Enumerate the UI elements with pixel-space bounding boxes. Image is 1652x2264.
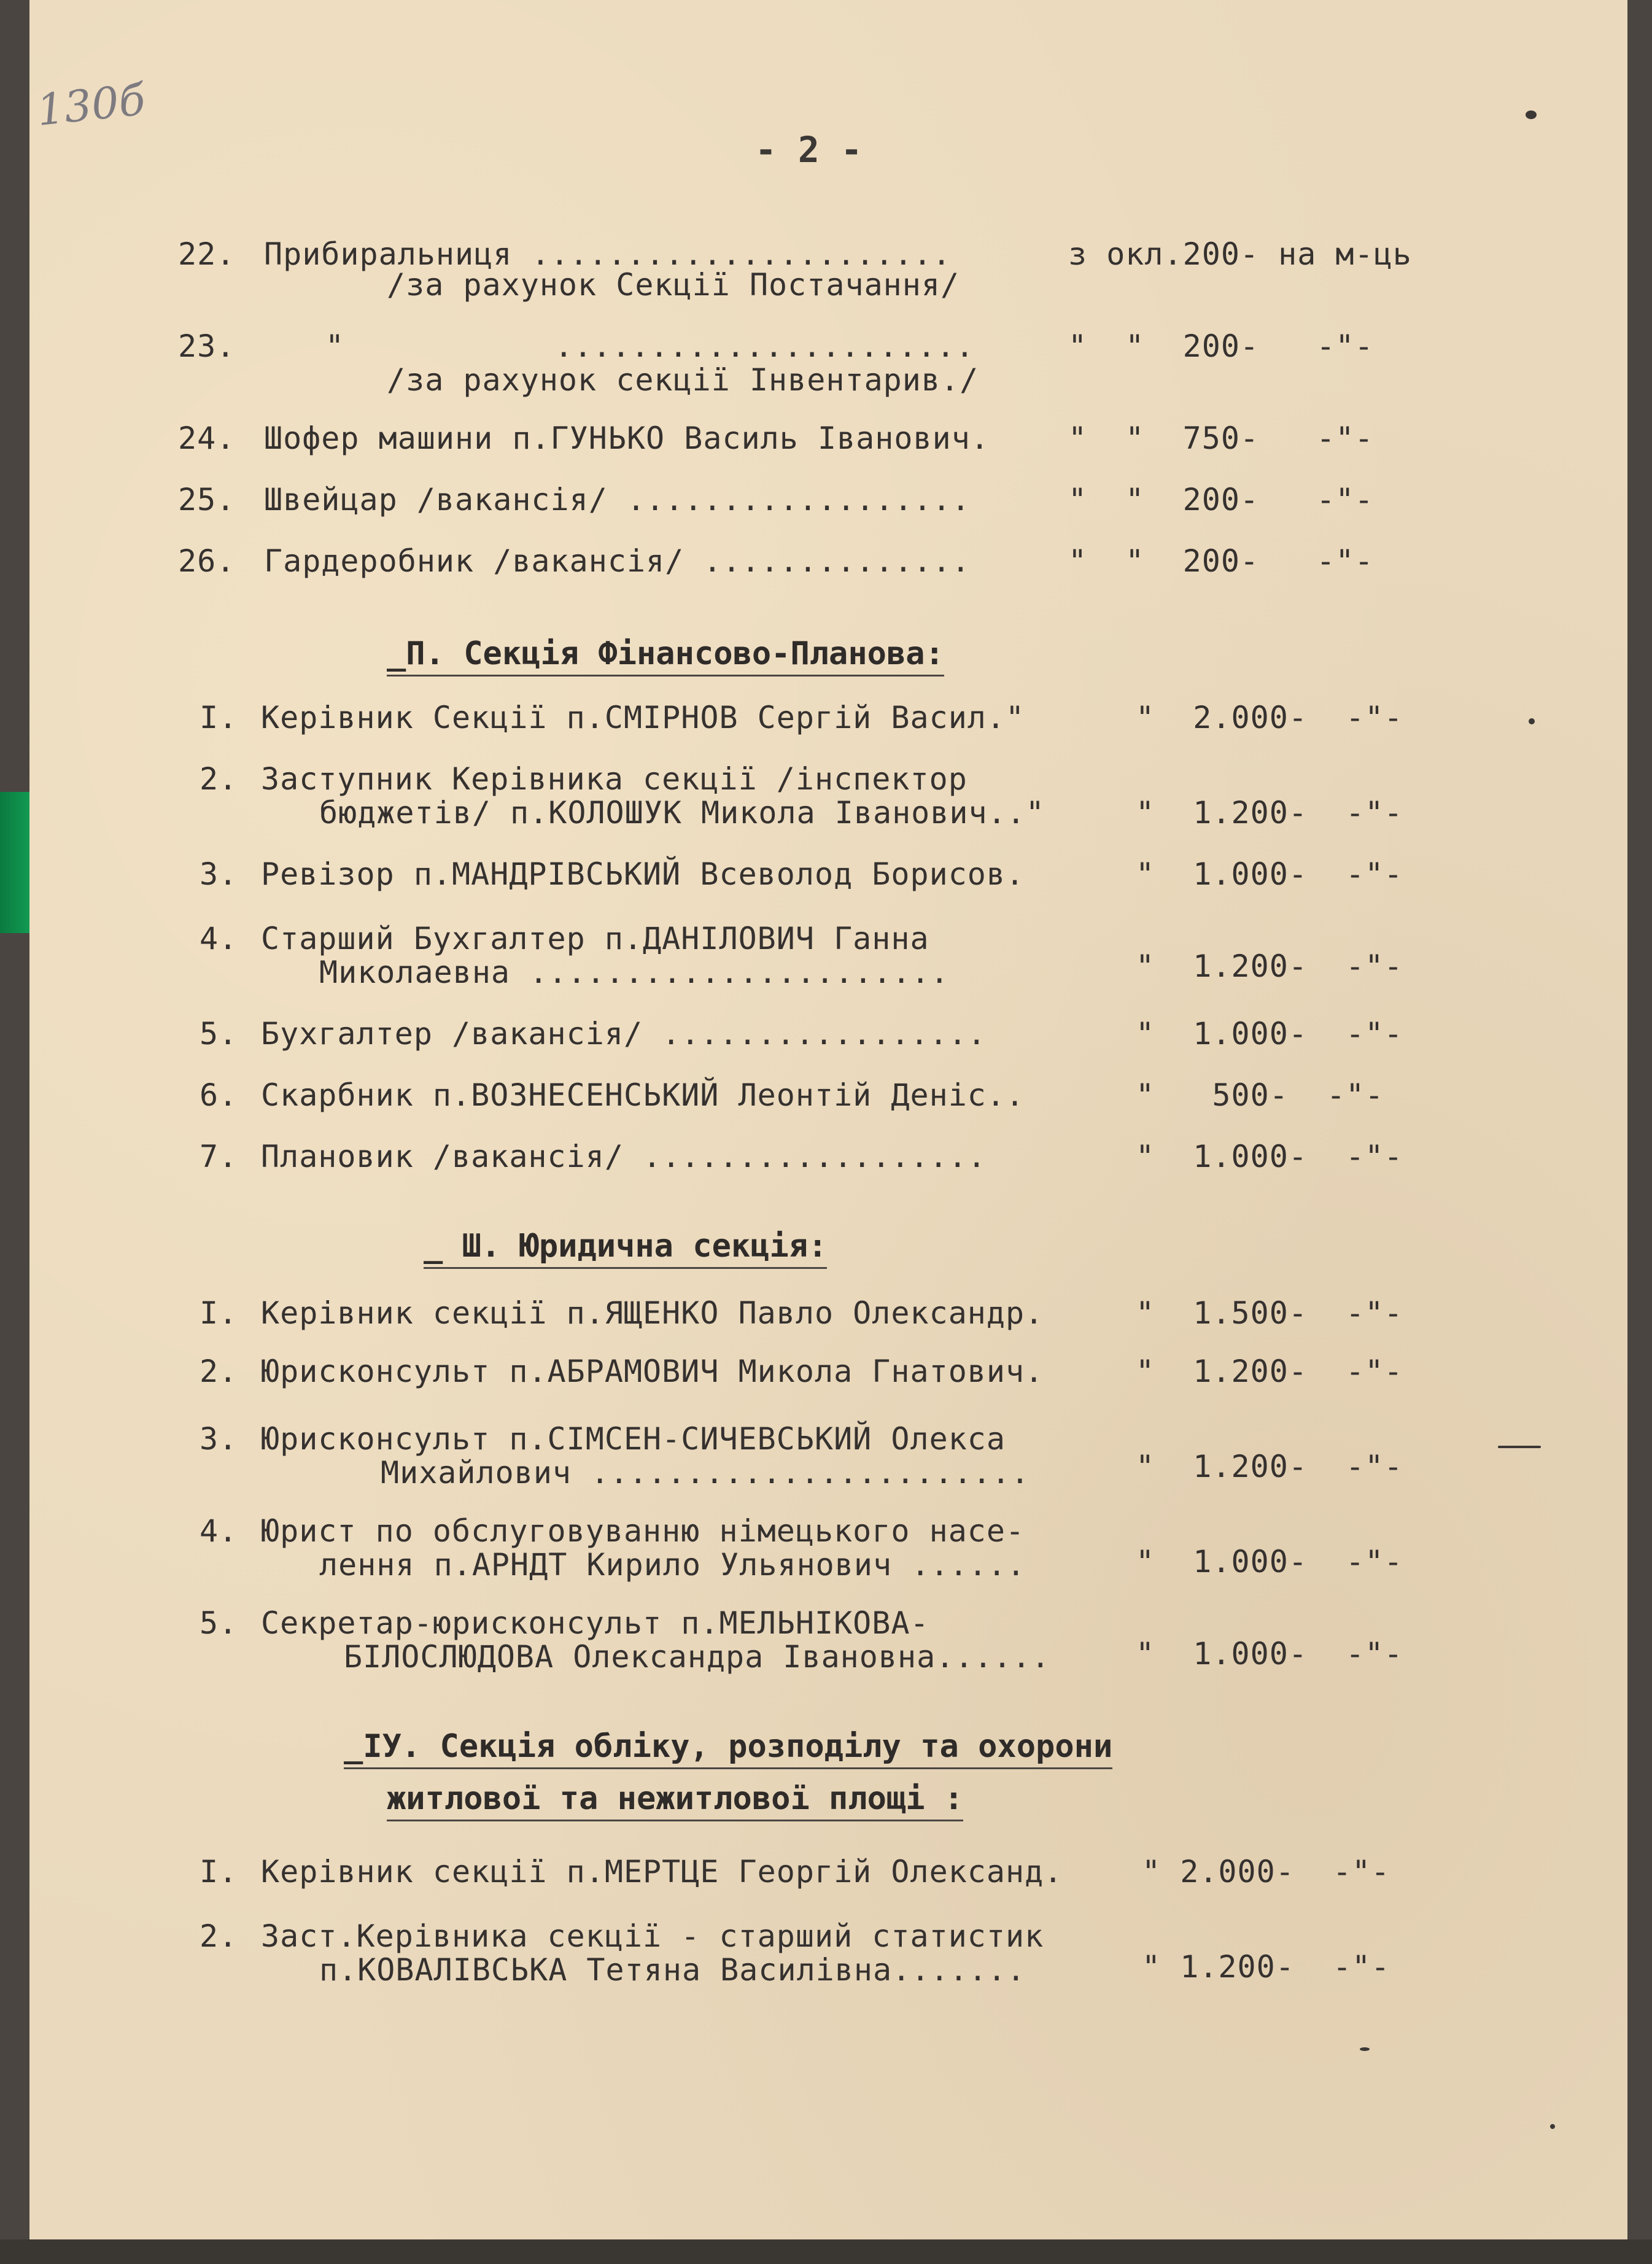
section-heading: _ Ш. Юридична секція:: [424, 1228, 827, 1269]
entry-pay: " 1.000- -"-: [1136, 1139, 1403, 1174]
entry-pay: " 2.000- -"-: [1142, 1854, 1390, 1890]
entry-pay: " " 200- -"-: [1068, 543, 1374, 579]
entry-number: 24.: [178, 421, 236, 456]
section-heading: _П. Секція Фінансово-Планова:: [387, 635, 944, 676]
entry-text-cont: /за рахунок Секції Постачання/: [387, 267, 960, 303]
ink-speck: [1526, 110, 1537, 119]
entry-pay: " 1.000- -"-: [1136, 856, 1403, 892]
entry-text: Скарбник п.ВОЗНЕСЕНСЬКИЙ Леонтій Деніс..: [261, 1077, 1025, 1113]
entry-number: І.: [200, 700, 238, 735]
entry-number: 23.: [178, 328, 236, 364]
entry-pay: " " 750- -"-: [1068, 421, 1374, 456]
entry-number: 4.: [200, 921, 238, 956]
entry-text-cont: бюджетів/ п.КОЛОШУК Микола Іванович..": [319, 795, 1045, 831]
entry-text-cont: Михайлович .......................: [381, 1455, 1030, 1491]
entry-number: 25.: [178, 482, 236, 518]
entry-pay: з окл.200- на м-ць: [1068, 236, 1412, 272]
entry-number: 3.: [200, 856, 238, 892]
entry-number: 2.: [200, 1354, 238, 1389]
entry-number: 6.: [200, 1077, 238, 1113]
entry-text: Заст.Керівника секції - старший статистик: [261, 1918, 1044, 1954]
entry-pay: " 1.200- -"-: [1136, 795, 1403, 831]
entry-text: Плановик /вакансія/ ..................: [261, 1139, 987, 1174]
entry-text: Шофер машини п.ГУНЬКО Василь Іванович.: [264, 421, 990, 456]
entry-number: 22.: [178, 236, 236, 272]
entry-text-cont: Миколаевна ......................: [319, 955, 950, 990]
entry-text: Прибиральниця ......................: [264, 236, 952, 272]
ink-speck: [1529, 718, 1535, 724]
entry-pay: " " 200- -"-: [1068, 328, 1374, 364]
entry-text: Керівник секції п.ЯЩЕНКО Павло Олександр.: [261, 1295, 1044, 1331]
ink-speck: [1360, 2047, 1370, 2051]
entry-number: 5.: [200, 1605, 238, 1641]
page-number: - 2 -: [755, 129, 863, 171]
entry-number: 2.: [200, 1918, 238, 1954]
entry-pay: " 1.200- -"-: [1136, 1449, 1403, 1484]
scan-border: [0, 2239, 1652, 2264]
section-heading: _ІУ. Секція обліку, розподілу та охорони: [344, 1728, 1112, 1769]
entry-number: 2.: [200, 761, 238, 797]
binder-clip: [0, 792, 29, 933]
ink-speck: [1550, 2124, 1555, 2129]
entry-text: Юрисконсульт п.СІМСЕН-СИЧЕВСЬКИЙ Олекса: [261, 1421, 1006, 1457]
entry-text-cont: /за рахунок секції Інвентарив./: [387, 362, 979, 398]
entry-pay: " 1.000- -"-: [1136, 1544, 1403, 1580]
section-heading-cont: житлової та нежитлової площі :: [387, 1780, 963, 1821]
entry-text: Старший Бухгалтер п.ДАНІЛОВИЧ Ганна: [261, 921, 929, 956]
entry-text: Заступник Керівника секції /інспектор: [261, 761, 968, 797]
entry-text: Юрисконсульт п.АБРАМОВИЧ Микола Гнатович.: [261, 1354, 1044, 1389]
entry-text: Гардеробник /вакансія/ ..............: [264, 543, 971, 579]
entry-pay: " 1.200- -"-: [1136, 1354, 1403, 1389]
entry-text: " ......................: [325, 328, 975, 364]
entry-text: Ревізор п.МАНДРІВСЬКИЙ Всеволод Борисов.: [261, 856, 1025, 892]
entry-pay: " 1.200- -"-: [1142, 1949, 1390, 1985]
entry-text-cont: БІЛОСЛЮДОВА Олександра Івановна......: [344, 1639, 1050, 1675]
entry-text-cont: п.КОВАЛІВСЬКА Тетяна Василівна.......: [319, 1952, 1026, 1988]
entry-text: Секретар-юрисконсульт п.МЕЛЬНІКОВА-: [261, 1605, 929, 1641]
entry-number: І.: [200, 1854, 238, 1890]
entry-pay: " 1.000- -"-: [1136, 1016, 1403, 1052]
entry-number: 7.: [200, 1139, 238, 1174]
entry-pay: " 1.500- -"-: [1136, 1295, 1403, 1331]
entry-pay: " 2.000- -"-: [1136, 700, 1403, 735]
entry-number: 26.: [178, 543, 236, 579]
entry-text: Юрист по обслуговуванню німецького насе-: [261, 1513, 1025, 1549]
archive-number: 130б: [34, 74, 148, 136]
ink-stroke: [1498, 1446, 1541, 1448]
entry-text: Керівник Секції п.СМІРНОВ Сергій Васил.": [261, 700, 1025, 735]
entry-number: 4.: [200, 1513, 238, 1549]
entry-text: Бухгалтер /вакансія/ .................: [261, 1016, 987, 1052]
entry-pay: " 500- -"-: [1136, 1077, 1384, 1113]
entry-number: І.: [200, 1295, 238, 1331]
entry-pay: " 1.000- -"-: [1136, 1636, 1403, 1672]
entry-number: 5.: [200, 1016, 238, 1052]
entry-pay: " 1.200- -"-: [1136, 948, 1403, 984]
entry-text: Швейцар /вакансія/ ..................: [264, 482, 971, 518]
entry-text-cont: лення п.АРНДТ Кирило Ульянович ......: [319, 1547, 1026, 1583]
entry-pay: " " 200- -"-: [1068, 482, 1374, 518]
entry-text: Керівник секції п.МЕРТЦЕ Георгій Олександ.: [261, 1854, 1063, 1890]
entry-number: 3.: [200, 1421, 238, 1457]
